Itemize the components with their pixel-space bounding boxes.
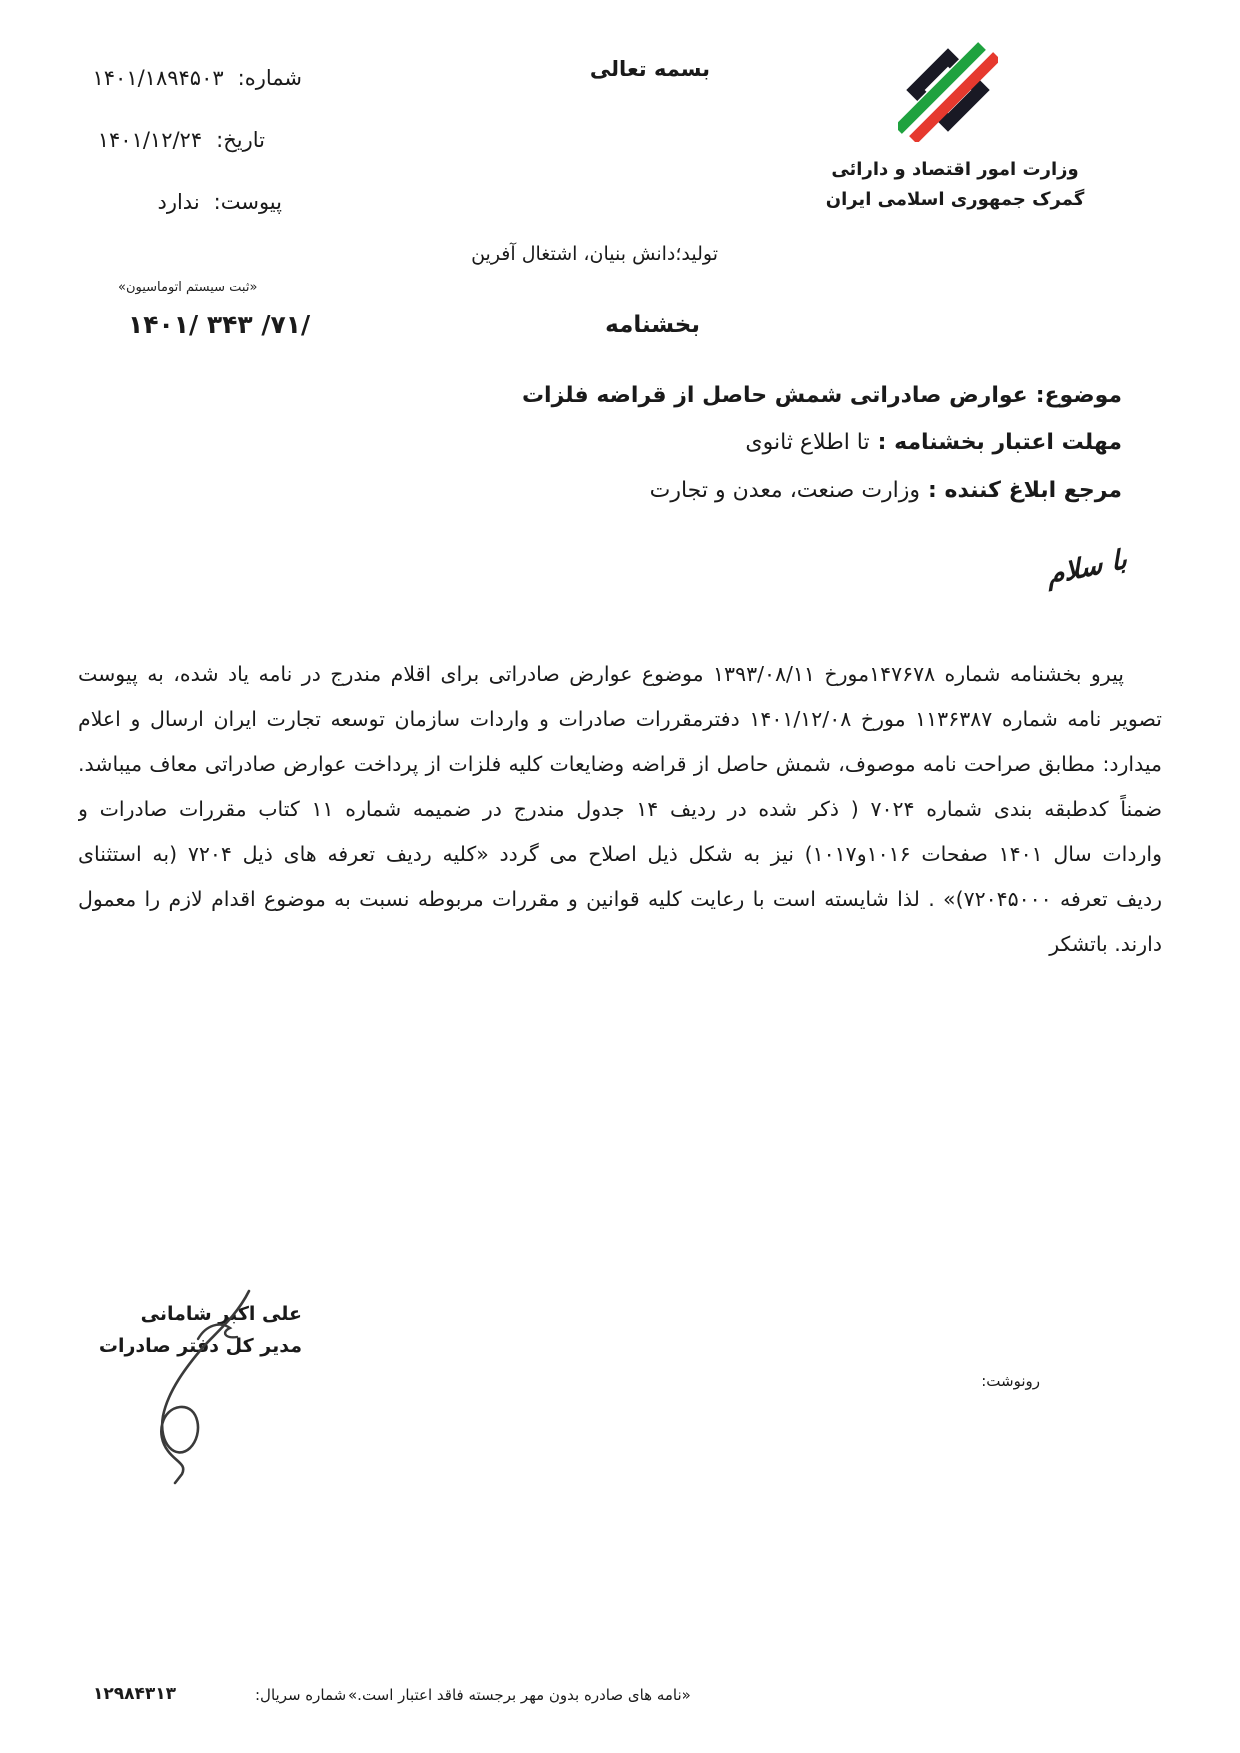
letter-number-line bbox=[92, 66, 302, 90]
issuer-label: مرجع ابلاغ کننده : bbox=[928, 478, 1122, 503]
ministry-name: وزارت امور اقتصاد و دارائی bbox=[831, 159, 1079, 180]
subject-line bbox=[522, 383, 1122, 408]
cc-label: رونوشت: bbox=[981, 1372, 1040, 1390]
subject-label: موضوع: bbox=[1035, 383, 1122, 408]
body-paragraph bbox=[78, 652, 1162, 967]
serial-number-label: شماره سریال: bbox=[255, 1686, 347, 1704]
signatory-title: مدیر کل دفتر صادرات bbox=[98, 1335, 302, 1357]
body-line: پیرو بخشنامه شماره ۱۴۷۶۷۸مورخ ۱۳۹۳/۰۸/۱۱ موضوع عوارض صادراتی برای اقلام مندرج در نامه یاد شده، به پیوست bbox=[78, 662, 1124, 686]
customs-logo-icon bbox=[898, 38, 998, 142]
doc-number: ۱۴۰۱/ ۳۴۳ /۷۱/ bbox=[128, 310, 311, 339]
org-block bbox=[790, 155, 1120, 215]
body-line: واردات سال ۱۴۰۱ صفحات ۱۰۱۶و۱۰۱۷) نیز به شکل ذیل اصلاح می گردد «کلیه ردیف تعرفه های ذیل ۷۲۰۴ (به استثنای bbox=[78, 842, 1162, 866]
letter-date-line bbox=[98, 128, 265, 152]
validity-value: تا اطلاع ثانوی bbox=[745, 430, 870, 455]
validity-label: مهلت اعتبار بخشنامه : bbox=[877, 430, 1122, 455]
attachment-label: پیوست: bbox=[213, 190, 282, 214]
serial-number-value: ۱۲۹۸۴۳۱۳ bbox=[93, 1684, 177, 1704]
issuer-value: وزارت صنعت، معدن و تجارت bbox=[649, 478, 921, 503]
subject-value: عوارض صادراتی شمش حاصل از قراضه فلزات bbox=[521, 383, 1028, 408]
doc-type-label: بخشنامه bbox=[605, 312, 700, 338]
attachment-value: ندارد bbox=[157, 190, 200, 214]
body-line: ضمناً کدطبقه بندی شماره ۷۰۲۴ ( ذکر شده در ردیف ۱۴ جدول مندرج در ضمیمه شماره ۱۱ کتاب مقررات صادرات و bbox=[78, 797, 1162, 821]
letter-date-value: ۱۴۰۱/۱۲/۲۴ bbox=[97, 128, 203, 152]
footer-disclaimer: «نامه های صادره بدون مهر برجسته فاقد اعتبار است.» bbox=[348, 1686, 691, 1704]
customs-name: گمرک جمهوری اسلامی ایران bbox=[825, 189, 1085, 210]
attachment-line bbox=[157, 190, 282, 214]
basmala-text: بسمه تعالی bbox=[589, 57, 711, 81]
validity-line bbox=[745, 430, 1122, 455]
body-line: دارند. باتشکر bbox=[1049, 932, 1162, 956]
body-line: تصویر نامه شماره ۱۱۳۶۳۸۷ مورخ ۱۴۰۱/۱۲/۰۸ دفترمقررات صادرات و واردات سازمان توسعه تجارت ایران ارسال و اعلام bbox=[78, 707, 1162, 731]
letter-date-label: تاریخ: bbox=[216, 128, 265, 152]
letter-number-value: ۱۴۰۱/۱۸۹۴۵۰۳ bbox=[92, 66, 224, 90]
body-line: میدارد: مطابق صراحت نامه موصوف، شمش حاصل از قراضه وضایعات کلیه فلزات از پرداخت عوارض صادراتی معاف میباشد. bbox=[78, 752, 1162, 776]
automation-note: «ثبت سیستم اتوماسیون» bbox=[118, 280, 258, 295]
signatory-name: علی اکبر شامانی bbox=[140, 1303, 302, 1325]
issuer-line bbox=[650, 478, 1122, 503]
body-line: ردیف تعرفه ۷۲۰۴۵۰۰۰)» . لذا شایسته است با رعایت کلیه قوانین و مقررات مربوطه نسبت به موضوع اقدام لازم را معمول bbox=[78, 887, 1162, 911]
salutation-text: با سلام bbox=[1047, 543, 1129, 592]
letter-number-label: شماره: bbox=[237, 66, 302, 90]
slogan-text: تولید؛دانش بنیان، اشتغال آفرین bbox=[471, 243, 718, 265]
